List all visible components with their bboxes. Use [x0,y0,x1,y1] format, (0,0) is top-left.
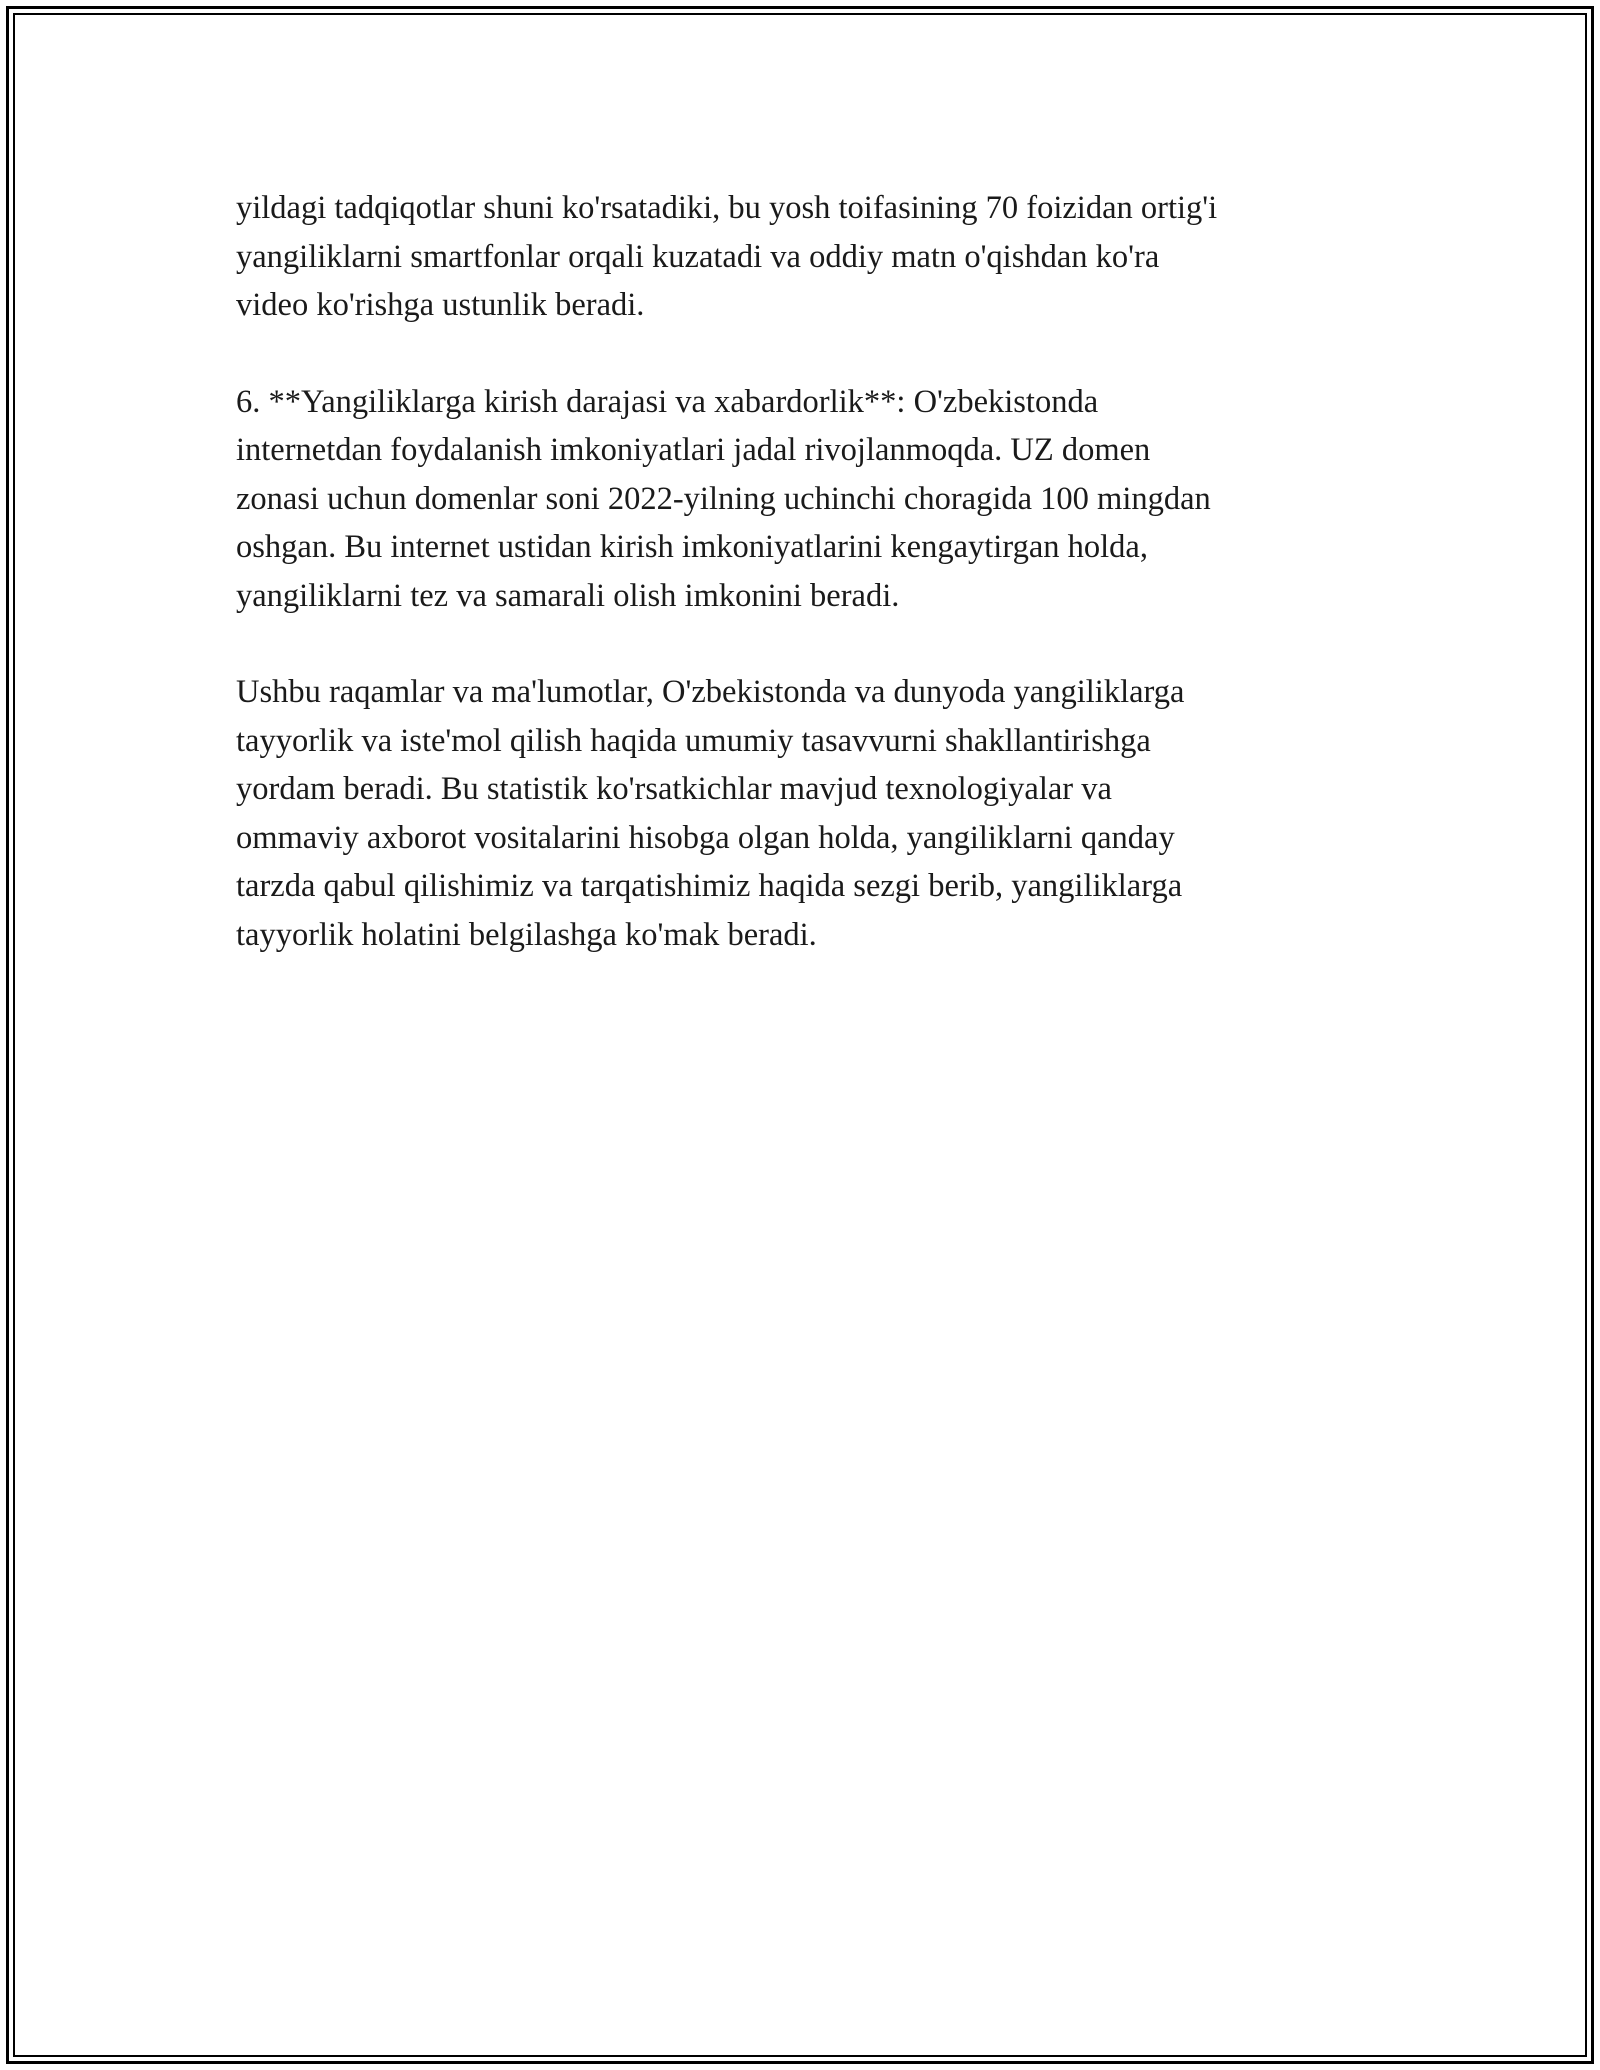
text-line: video ko'rishga ustunlik beradi. [236,287,645,323]
text-line: 6. **Yangiliklarga kirish darajasi va xabardorlik**: O'zbekistonda [236,383,1099,420]
text-line: yildagi tadqiqotlar shuni ko'rsatadiki, bu yosh toifasining 70 foizidan ortig'i [236,190,1218,226]
text-line: zonasi uchun domenlar soni 2022-yilning uchinchi choragida 100 mingdan [236,480,1211,517]
paragraph-research-continuation [236,184,1366,330]
text-line: yangiliklarni smartfonlar orqali kuzatadi va oddiy matn o'qishdan ko'ra [236,238,1160,275]
paragraph-news-access [236,378,1366,621]
paragraph-conclusion [236,668,1366,959]
text-line: ommaviy axborot vositalarini hisobga olgan holda, yangiliklarni qanday [236,819,1175,856]
text-line: Ushbu raqamlar va ma'lumotlar, O'zbekistonda va dunyoda yangiliklarga [236,674,1185,710]
text-line: yordam beradi. Bu statistik ko'rsatkichlar mavjud texnologiyalar va [236,771,1112,807]
text-line: tayyorlik va iste'mol qilish haqida umumiy tasavvurni shakllantirishga [236,722,1151,759]
text-line: tayyorlik holatini belgilashga ko'mak beradi. [236,916,817,953]
text-line: oshgan. Bu internet ustidan kirish imkoniyatlarini kengaytirgan holda, [236,529,1148,565]
text-line: yangiliklarni tez va samarali olish imkonini beradi. [236,577,900,614]
text-line: tarzda qabul qilishimiz va tarqatishimiz haqida sezgi berib, yangiliklarga [236,868,1183,904]
text-line: internetdan foydalanish imkoniyatlari jadal rivojlanmoqda. UZ domen [236,432,1151,468]
document-body [236,184,1366,1007]
